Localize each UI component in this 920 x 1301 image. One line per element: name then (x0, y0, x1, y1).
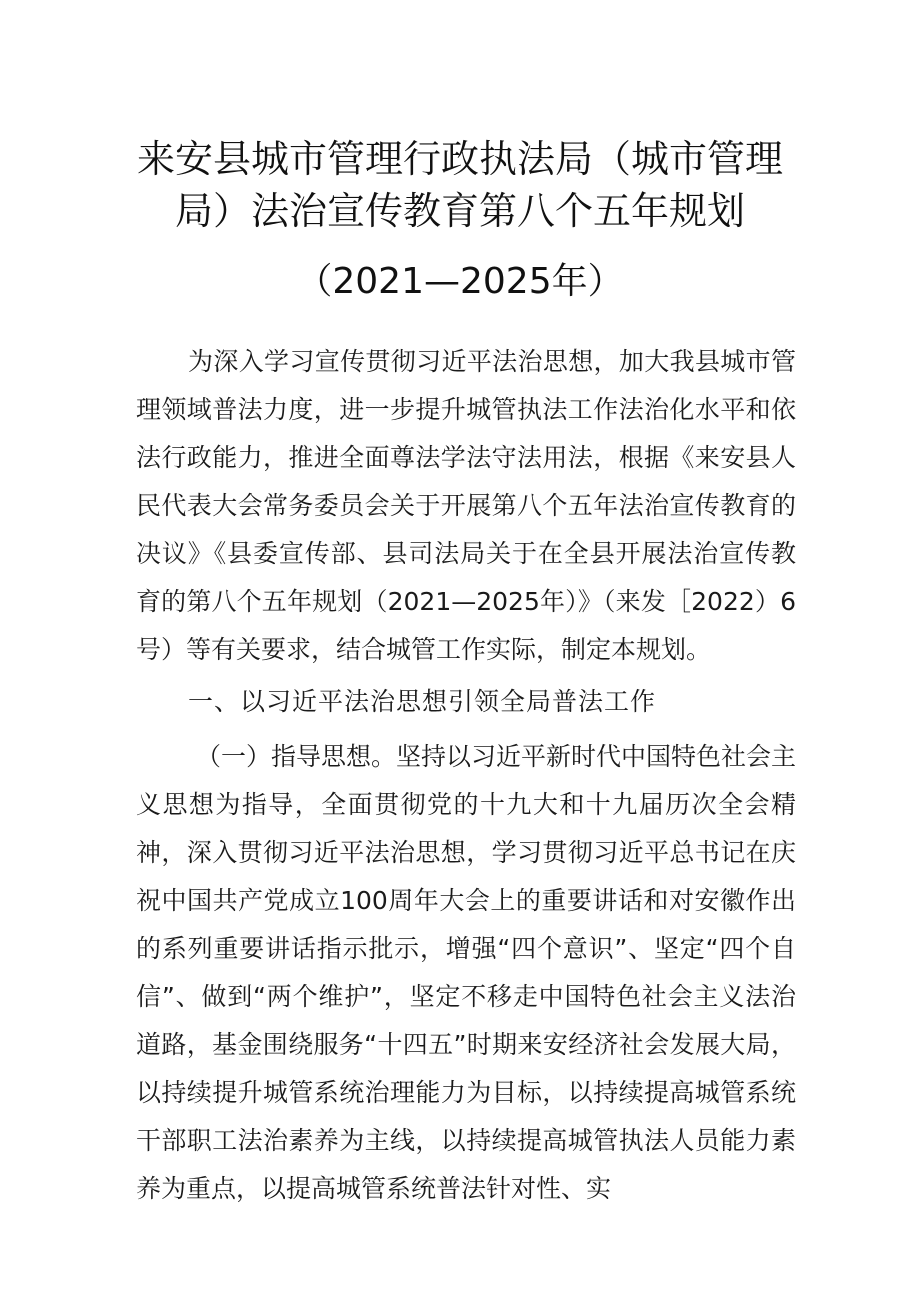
document-title-line-1: 来安县城市管理行政执法局（城市管理 (136, 137, 783, 181)
section-heading-1: 一、以习近平法治思想引领全局普法工作 (188, 687, 657, 716)
paragraph-guiding-thought: （一）指导思想。坚持以习近平新时代中国特色社会主义思想为指导，全面贯彻党的十九大和十九届历次全会精神，深入贯彻习近平法治思想，学习贯彻习近平总书记在庆祝中国共产党成立100周年大会上的重要讲话和对安徽作出的系列重要讲话指示批示，增强“四个意识”、坚定“四个自信”、做到“两个维护”，坚定不移走中国特色社会主义法治道路，基金围绕服务“十四五”时期来安经济社会发展大局，以持续提升城管系统治理能力为目标，以持续提高城管系统干部职工法治素养为主线，以持续提高城管执法人员能力素养为重点，以提高城管系统普法针对性、实 (136, 742, 797, 1203)
document-title-line-2: 局）法治宣传教育第八个五年规划 (174, 189, 745, 233)
document-subtitle: （2021—2025年） (296, 261, 624, 302)
paragraph-intro: 为深入学习宣传贯彻习近平法治思想，加大我县城市管理领域普法力度，进一步提升城管执法工作法治化水平和依法行政能力，推进全面尊法学法守法用法，根据《来安县人民代表大会常务委员会关于开展第八个五年法治宣传教育的决议》《县委宣传部、县司法局关于在全县开展法治宣传教育的第八个五年规划（2021—2025年）》（来发［2022）6号）等有关要求，结合城管工作实际，制定本规划。 (136, 347, 796, 664)
